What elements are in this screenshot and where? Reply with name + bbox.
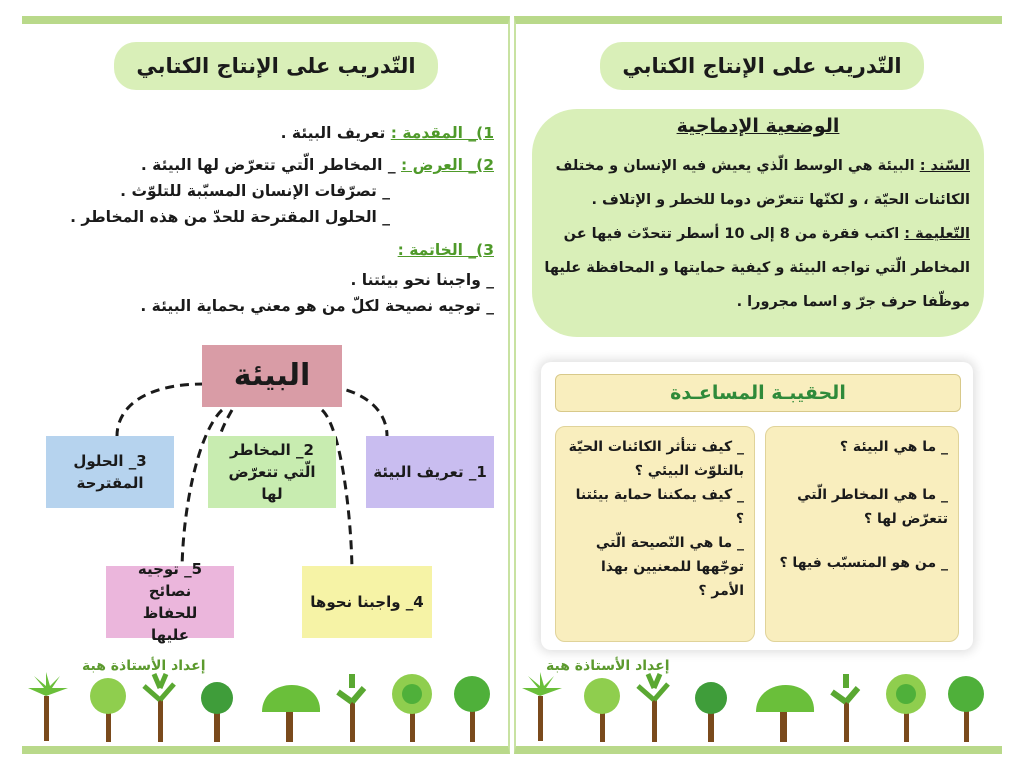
support-text: البيئة هي الوسط الّذي يعيش فيه الإنسان و مختلف الكائنات الحيّة ، و لكنّها تتعرّض دوما للخطر و الإتلاف . (555, 158, 970, 208)
plan-body (141, 156, 494, 174)
left-page (22, 16, 510, 754)
right-page (514, 16, 1002, 754)
question-item: _ ما هي المخاطر الّتي تتعرّض لها ؟ (797, 487, 948, 527)
conclusion-item-1: _ واجبنا نحو بيئتنا . (350, 271, 494, 289)
conclusion-item-2: _ توجيه نصيحة لكلّ من هو معني بحماية البيئة . (140, 297, 494, 315)
question-item: _ من هو المتسبّب فيها ؟ (779, 555, 948, 571)
left-page-title: التّدريب على الإنتاج الكتابي (114, 42, 438, 90)
question-item: _ كيف يمكننا حماية بيئتنا ؟ (575, 487, 744, 527)
helper-bag-right-column (765, 426, 959, 642)
right-signature: إعداد الأستاذة هبة (546, 658, 670, 674)
mindmap-center: البيئة (202, 345, 342, 407)
question-item: _ ما هي البيئة ؟ (839, 439, 948, 455)
mindmap-node-4: 4_ واجبنا نحوها (302, 566, 432, 638)
plan-conclusion-label (398, 241, 494, 259)
intro-text: تعريف البيئة . (280, 124, 386, 142)
mindmap-node-1: 1_ تعريف البيئة (366, 436, 494, 508)
helper-bag-title: الحقيبـة المساعـدة (555, 374, 961, 412)
trees-decoration-icon (22, 666, 508, 746)
mindmap-node-3: 3_ الحلول المقترحة (46, 436, 174, 508)
left-signature: إعداد الأستاذة هبة (82, 658, 206, 674)
helper-bag (541, 362, 973, 650)
helper-bag-left-column (555, 426, 755, 642)
situation-title: الوضعية الإدماجية (676, 115, 840, 137)
body-item-2: _ تصرّفات الإنسان المسبّبة للتلوّث . (120, 182, 390, 200)
instruction-label: التّعليمة : (904, 226, 970, 242)
conclusion-label: 3)_ الخاتمة : (397, 241, 494, 259)
trees-decoration-icon (516, 666, 1002, 746)
mindmap-node-2: 2_ المخاطر الّتي تتعرّض لها (208, 436, 336, 508)
body-label: 2)_ العرض : (401, 156, 494, 174)
intro-label: 1)_ المقدمة : (390, 124, 494, 142)
body-item-3: _ الحلول المقترحة للحدّ من هذه المخاطر . (70, 208, 390, 226)
body-item-1: _ المخاطر الّتي تتعرّض لها البيئة . (140, 156, 396, 174)
question-item: _ كيف تتأثر الكائنات الحيّة بالتلوّث البيئي ؟ (568, 439, 744, 479)
question-item: _ ما هي النّصيحة الّتي توجّهها للمعنيين بهذا الأمر ؟ (595, 535, 744, 599)
situation-instruction (540, 217, 970, 319)
support-label: السّند : (919, 158, 970, 174)
mindmap-node-5: 5_ توجيه نصائح للحفاظ عليها (106, 566, 234, 638)
situation-support (540, 149, 970, 217)
instruction-text: اكتب فقرة من 8 إلى 10 أسطر تتحدّث فيها عن المخاطر الّتي تواجه البيئة و كيفية حمايتها و المحافظة عليها موظّفا حرف جرّ و اسما مجرورا . (544, 226, 970, 310)
right-page-title: التّدريب على الإنتاج الكتابي (600, 42, 924, 90)
plan-intro (281, 124, 494, 142)
situation-box (532, 109, 984, 337)
